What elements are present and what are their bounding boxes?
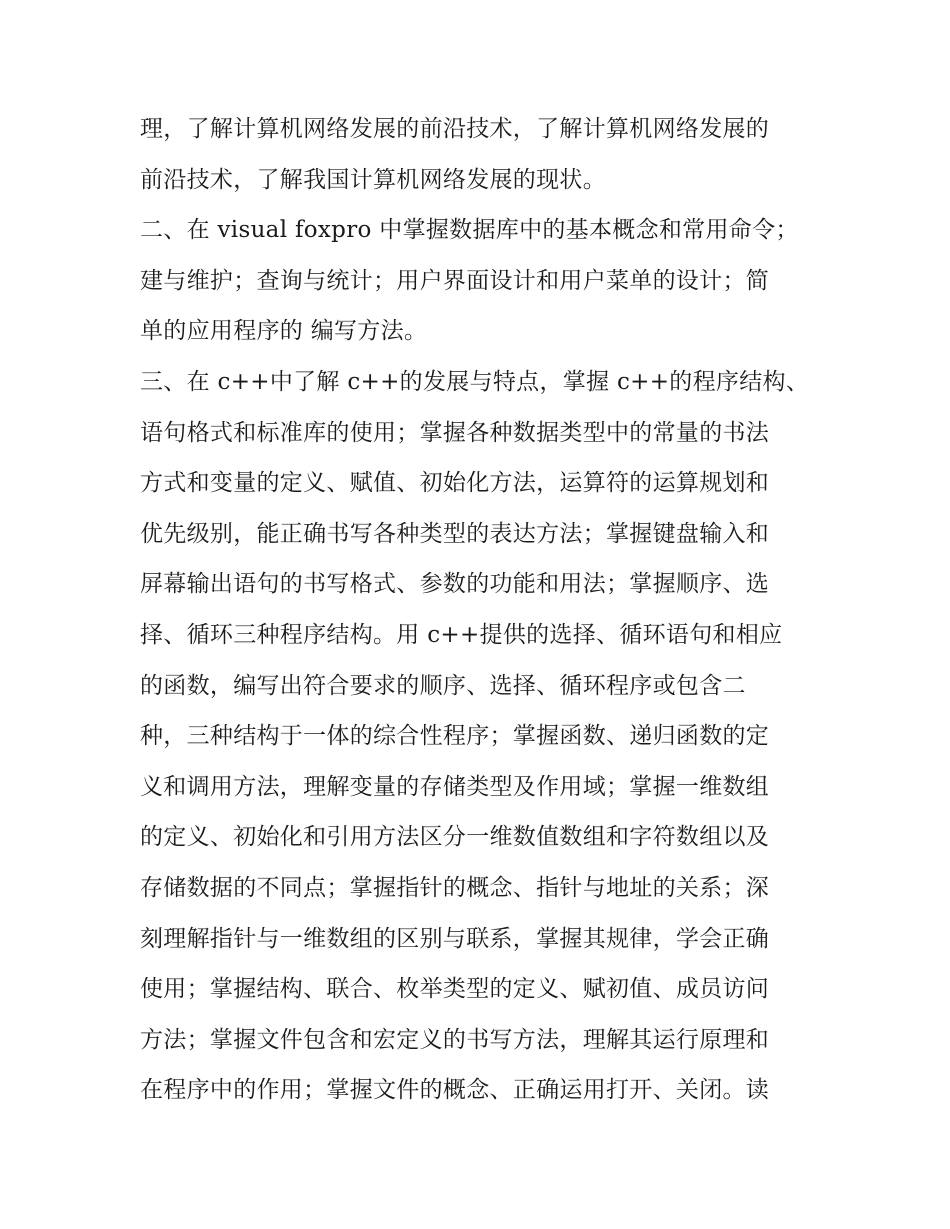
text-line-16: 存储数据的不同点；掌握指针的概念、指针与地址的关系；深: [140, 874, 770, 901]
text-line-7: 语句格式和标准库的使用；掌握各种数据类型中的常量的书法: [140, 419, 770, 446]
text-line-20: 在程序中的作用；掌握文件的概念、正确运用打开、关闭。读: [140, 1077, 770, 1104]
text-line-8: 方式和变量的定义、赋值、初始化方法，运算符的运算规划和: [140, 470, 770, 497]
text-line-17: 刻理解指针与一维数组的区别与联系，掌握其规律，学会正确: [140, 925, 770, 952]
text-line-12: 的函数，编写出符合要求的顺序、选择、循环程序或包含二: [140, 672, 746, 699]
text-line-19: 方法；掌握文件包含和宏定义的书写方法，理解其运行原理和: [140, 1026, 770, 1053]
text-line-1: 理，了解计算机网络发展的前沿技术，了解计算机网络发展的: [140, 116, 770, 142]
text-line-11: 择、循环三种程序结构。用 c++提供的选择、循环语句和相应: [140, 621, 783, 648]
text-line-9: 优先级别，能正确书写各种类型的表达方法；掌握键盘输入和: [140, 520, 770, 547]
text-line-14: 义和调用方法，理解变量的存储类型及作用域；掌握一维数组: [140, 773, 770, 800]
text-line-10: 屏幕输出语句的书写格式、参数的功能和用法；掌握顺序、选: [140, 571, 770, 598]
text-line-6: 三、在 c++中了解 c++的发展与特点，掌握 c++的程序结构、: [140, 368, 810, 395]
text-line-13: 种，三种结构于一体的综合性程序；掌握函数、递归函数的定: [140, 723, 770, 750]
text-line-3: 二、在 visual foxpro 中掌握数据库中的基本概念和常用命令；: [140, 217, 799, 244]
text-line-2: 前沿技术，了解我国计算机网络发展的现状。: [140, 166, 606, 193]
text-line-18: 使用；掌握结构、联合、枚举类型的定义、赋初值、成员访问: [140, 976, 770, 1003]
body-text: [140, 104, 820, 1116]
text-line-4: 建与维护；查询与统计；用户界面设计和用户菜单的设计；简: [140, 267, 770, 294]
text-line-15: 的定义、初始化和引用方法区分一维数值数组和字符数组以及: [140, 824, 770, 851]
text-line-5: 单的应用程序的 编写方法。: [140, 318, 428, 345]
